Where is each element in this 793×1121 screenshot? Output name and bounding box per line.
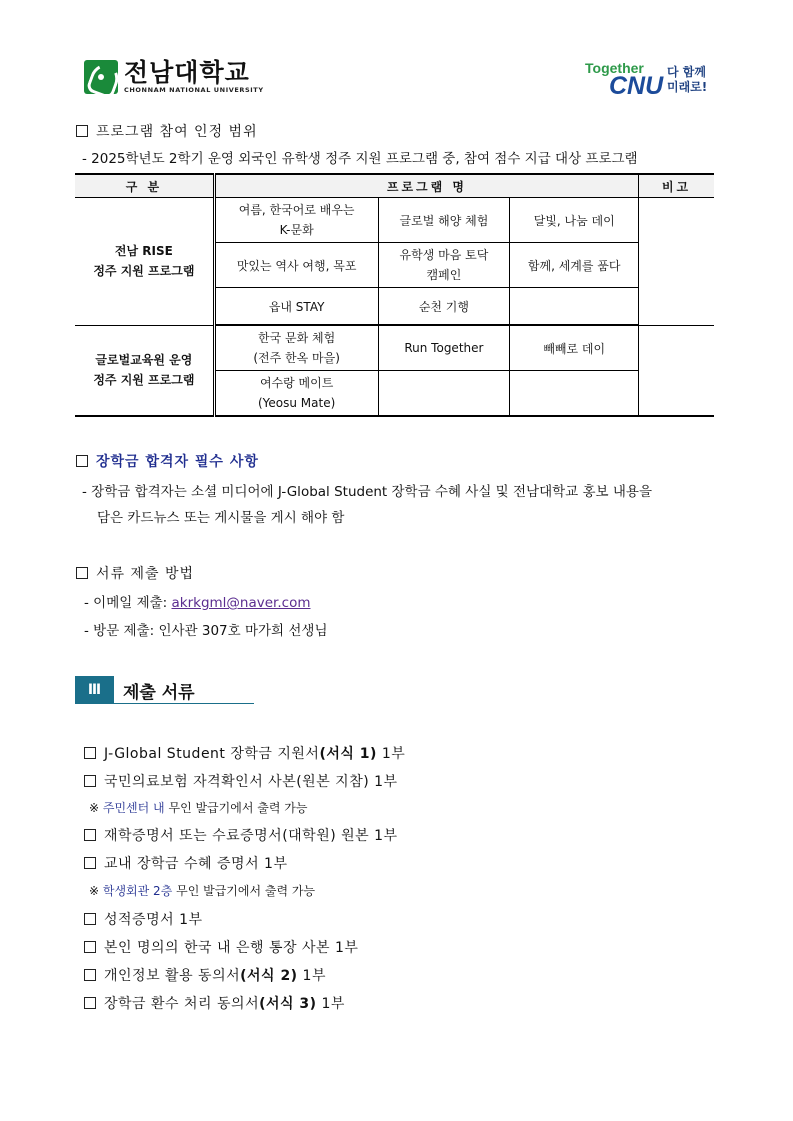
university-logo — [84, 60, 264, 94]
logo-english-name: CHONNAM NATIONAL UNIVERSITY — [124, 86, 264, 94]
doc-item — [84, 909, 203, 929]
section-program-scope-desc: - 2025학년도 2학기 운영 외국인 유학생 정주 지원 프로그램 중, 참여 점수 지급 대상 프로그램 — [82, 151, 638, 167]
doc-item — [84, 743, 405, 763]
doc-item-text: 장학금 환수 처리 동의서 — [104, 996, 260, 1012]
program-cell: 읍내 STAY — [214, 288, 378, 326]
note-text: 무인 발급기에서 출력 가능 — [164, 801, 308, 815]
group-label-line2: 정주 지원 프로그램 — [93, 373, 195, 388]
checkbox-icon — [76, 567, 88, 579]
table-row — [75, 325, 714, 371]
slogan-together: Together — [585, 60, 644, 76]
doc-item-text: 본인 명의의 한국 내 은행 통장 사본 1부 — [104, 940, 359, 956]
program-cell — [510, 288, 639, 326]
doc-item-form: (서식 2) — [240, 968, 298, 984]
requirements-desc-line2: 담은 카드뉴스 또는 게시물을 게시 해야 함 — [97, 510, 345, 526]
section-requirements-heading — [76, 451, 259, 471]
section-underline — [75, 703, 254, 704]
checkbox-icon — [84, 997, 96, 1009]
checkbox-icon — [84, 857, 96, 869]
group-label-line1: 글로벌교육원 운영 — [95, 353, 193, 368]
group-label-global — [75, 325, 214, 416]
note-text: 무인 발급기에서 출력 가능 — [172, 884, 316, 898]
email-link[interactable]: akrkgml@naver.com — [171, 595, 311, 611]
logo-korean-name: 전남대학교 — [124, 58, 250, 87]
program-cell: 순천 기행 — [378, 288, 510, 326]
email-label: - 이메일 제출: — [84, 595, 172, 611]
section-title: 제출 서류 — [123, 682, 195, 703]
note-mark: ※ — [89, 884, 103, 898]
doc-note — [89, 882, 315, 899]
doc-item-count: 1부 — [316, 996, 345, 1012]
program-cell: 여름, 한국어로 배우는 K-문화 — [214, 198, 378, 243]
checkbox-icon — [84, 913, 96, 925]
doc-item — [84, 965, 326, 985]
heading-text: 서류 제출 방법 — [96, 566, 195, 582]
doc-note — [89, 799, 307, 816]
table-header-category: 구 분 — [75, 174, 214, 198]
doc-item-text: 교내 장학금 수혜 증명서 1부 — [104, 856, 288, 872]
doc-item — [84, 993, 345, 1013]
slogan-korean-line2: 미래로! — [667, 80, 708, 94]
slogan-cnu: CNU — [609, 72, 664, 100]
section-submission-heading — [76, 563, 194, 583]
submission-visit: - 방문 제출: 인사관 307호 마가희 선생님 — [84, 623, 328, 639]
note-highlight: 주민센터 내 — [102, 801, 165, 815]
doc-item — [84, 825, 398, 845]
program-cell: 빼빼로 데이 — [510, 325, 639, 371]
table-row — [75, 198, 714, 243]
doc-item-text: 재학증명서 또는 수료증명서(대학원) 원본 1부 — [104, 828, 398, 844]
heading-text: 장학금 합격자 필수 사항 — [96, 454, 259, 470]
doc-item-count: 1부 — [376, 746, 406, 762]
group-label-line1: 전남 RISE — [114, 244, 173, 259]
program-cell: Run Together — [378, 325, 510, 371]
checkbox-icon — [76, 455, 88, 467]
doc-item-form: (서식 3) — [259, 996, 317, 1012]
checkbox-icon — [84, 775, 96, 787]
group-label-rise — [75, 198, 214, 326]
program-cell: 달빛, 나눔 데이 — [510, 198, 639, 243]
note-mark: ※ — [89, 801, 103, 815]
doc-item — [84, 853, 287, 873]
checkbox-icon — [84, 941, 96, 953]
doc-item — [84, 771, 398, 791]
doc-item-count: 1부 — [297, 968, 326, 984]
checkbox-icon — [76, 125, 88, 137]
doc-item — [84, 937, 358, 957]
requirements-desc-line1: - 장학금 합격자는 소셜 미디어에 J-Global Student 장학금 수혜 사실 및 전남대학교 홍보 내용을 — [82, 484, 653, 500]
slogan-logo — [585, 60, 715, 100]
table-header-note: 비고 — [639, 174, 714, 198]
doc-item-text: 개인정보 활용 동의서 — [104, 968, 241, 984]
slogan-korean — [667, 65, 707, 95]
note-highlight: 학생회관 2층 — [102, 884, 173, 898]
checkbox-icon — [84, 747, 96, 759]
program-table — [75, 173, 714, 417]
section-documents-title — [75, 676, 195, 704]
doc-item-text: 국민의료보험 자격확인서 사본(원본 지참) 1부 — [104, 774, 398, 790]
program-cell — [378, 371, 510, 417]
section-number-badge: Ⅲ — [75, 676, 114, 704]
program-cell: 한국 문화 체험 (전주 한옥 마을) — [214, 325, 378, 371]
checkbox-icon — [84, 829, 96, 841]
note-cell — [639, 198, 714, 326]
program-cell: 여수랑 메이트 (Yeosu Mate) — [214, 371, 378, 417]
doc-item-text: 성적증명서 1부 — [104, 912, 203, 928]
heading-text: 프로그램 참여 인정 범위 — [96, 124, 258, 140]
program-cell: 유학생 마음 토닥 캠페인 — [378, 243, 510, 288]
doc-item-form: (서식 1) — [319, 746, 377, 762]
program-cell: 글로벌 해양 체험 — [378, 198, 510, 243]
slogan-korean-line1: 다 함께 — [667, 65, 706, 79]
doc-item-text: J-Global Student 장학금 지원서 — [104, 746, 320, 762]
program-cell: 함께, 세계를 품다 — [510, 243, 639, 288]
program-cell — [510, 371, 639, 417]
table-header-program: 프로그램 명 — [214, 174, 638, 198]
program-cell: 맛있는 역사 여행, 목포 — [214, 243, 378, 288]
note-cell — [639, 325, 714, 416]
section-program-scope-heading — [76, 121, 258, 141]
submission-email — [84, 591, 311, 611]
university-emblem-icon — [84, 60, 118, 94]
checkbox-icon — [84, 969, 96, 981]
group-label-line2: 정주 지원 프로그램 — [93, 264, 195, 279]
